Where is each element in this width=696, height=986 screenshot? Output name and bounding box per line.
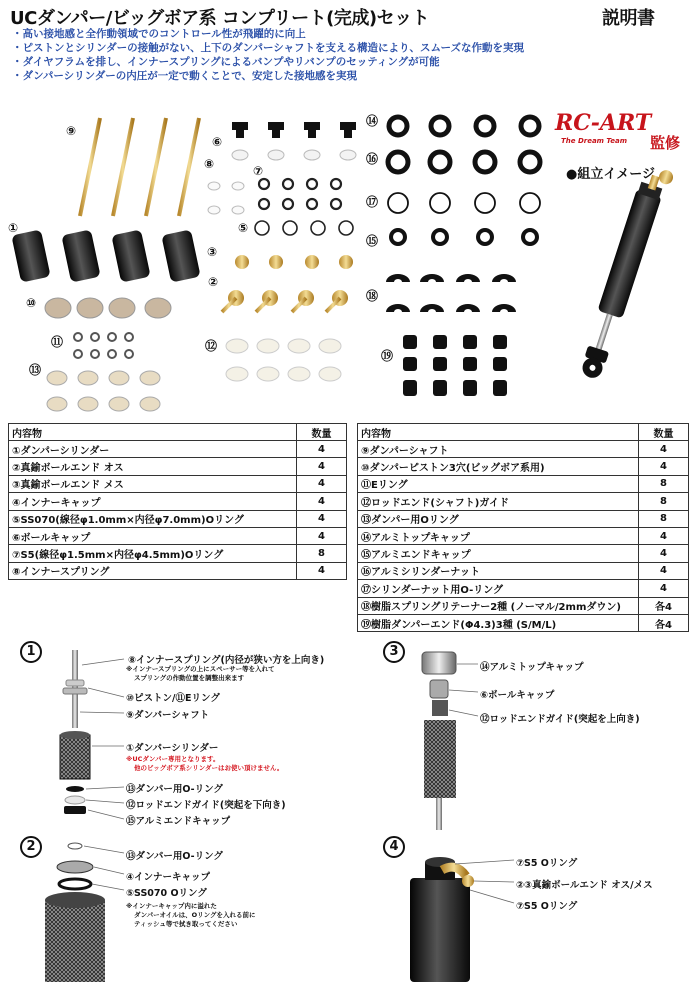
part-number-15: ⑮: [366, 234, 379, 248]
step1-note-cylinder-1: ※UCダンパー専用となります。: [126, 755, 220, 763]
item-qty: 8: [639, 510, 689, 527]
logo-tagline: The Dream Team: [561, 137, 628, 145]
table-row: [358, 597, 689, 614]
table-row: [358, 510, 689, 527]
step1-note-spring-1: ※インナースプリングの上にスペーサー等を入れて: [126, 665, 275, 673]
part-number-10: ⑩: [26, 296, 37, 310]
item-qty: 8: [639, 475, 689, 492]
piston-group: [45, 298, 171, 318]
item-name: ⑨ダンパーシャフト: [358, 441, 639, 458]
end-cap-group: [391, 230, 537, 244]
damper-shaft-group: [80, 118, 199, 216]
item-name: ⑰シリンダーナット用O-リング: [358, 580, 639, 597]
table-header-row: [9, 424, 347, 441]
table-row: [358, 527, 689, 544]
item-qty: 各4: [639, 597, 689, 614]
contents-table-left: [8, 423, 347, 580]
item-name: ⑱樹脂スプリングリテーナー2種 (ノーマル/2mmダウン): [358, 597, 639, 614]
part-number-5: ⑤: [238, 221, 249, 235]
table-row: [358, 441, 689, 458]
step-number-4: 4: [383, 836, 405, 858]
title-text: UCダンパー/ビッグボア系 コンプリート(完成)セット: [10, 8, 430, 29]
step2-note-3: ティッシュ等で拭き取ってください: [134, 920, 238, 928]
table-row: [358, 545, 689, 562]
step4-label-s5-lower: ⑦S5 Oリング: [516, 901, 578, 912]
part-number-14: ⑭: [366, 114, 379, 128]
step4-label-ball-end: ②③真鍮ボールエンド オス/メス: [516, 880, 653, 891]
table-row: [9, 527, 347, 544]
part-number-7: ⑦: [253, 164, 264, 178]
col-header-qty: 数量: [639, 424, 689, 441]
damper-end-group: [403, 335, 507, 396]
part-number-2: ②: [208, 275, 219, 289]
s5-o-ring-group: [259, 179, 341, 209]
clear-parts-group: [232, 150, 356, 160]
item-qty: 4: [639, 562, 689, 579]
feature-item: ・ 高い接地感と全作動領域でのコントロール性が飛躍的に向上: [12, 27, 692, 41]
title-right: 説明書: [602, 8, 655, 29]
ss070-o-ring-group: [255, 221, 353, 235]
step4-label-s5-upper: ⑦S5 Oリング: [516, 858, 578, 869]
table-row: [9, 458, 347, 475]
table-row: [9, 475, 347, 492]
table-row: [9, 441, 347, 458]
item-qty: 各4: [639, 614, 689, 631]
item-name: ⑮アルミエンドキャップ: [358, 545, 639, 562]
ball-cap-group: [232, 122, 356, 138]
table-row: [358, 475, 689, 492]
item-qty: 4: [297, 562, 347, 579]
part-number-19: ⑲: [381, 349, 394, 363]
table-row: [358, 458, 689, 475]
assembled-damper: [577, 163, 675, 383]
item-name: ⑫ロッドエンド(シャフト)ガイド: [358, 493, 639, 510]
item-name: ⑭アルミトップキャップ: [358, 527, 639, 544]
step3-label-rod-end-guide: ⑫ロッドエンドガイド(突起を上向き): [480, 714, 640, 725]
part-number-8: ⑧: [204, 157, 215, 171]
item-name: ⑩ダンパーピストン3穴(ビッグボア系用): [358, 458, 639, 475]
item-qty: 8: [297, 545, 347, 562]
table-row: [358, 580, 689, 597]
step1-label-cylinder: ①ダンパーシリンダー: [126, 743, 219, 754]
step4-illustration: [410, 857, 474, 982]
feature-item: ・ ピストンとシリンダーの接触がない、上下のダンパーシャフトを支える構造により、スムーズな作動を実現: [12, 41, 692, 55]
part-number-17: ⑰: [366, 195, 379, 209]
item-name: ⑧インナースプリング: [9, 562, 297, 579]
item-name: ①ダンパーシリンダー: [9, 441, 297, 458]
table-row: [9, 545, 347, 562]
table-header-row: [358, 424, 689, 441]
col-header-qty: 数量: [297, 424, 347, 441]
step1-illustration: [60, 650, 90, 814]
item-qty: 4: [639, 545, 689, 562]
item-qty: 4: [297, 441, 347, 458]
assembly-image-label: ●組立イメージ: [566, 167, 655, 182]
part-number-11: ⑪: [51, 335, 64, 349]
item-name: ⑲樹脂ダンパーエンド(Φ4.3)3種 (S/M/L): [358, 614, 639, 631]
item-name: ⑬ダンパー用Oリング: [358, 510, 639, 527]
item-qty: 4: [297, 475, 347, 492]
feature-item: ・ ダンパーシリンダーの内圧が一定で動くことで、安定した接地感を実現: [12, 69, 692, 83]
contents-table-right: [357, 423, 689, 632]
top-cap-group: [389, 117, 539, 135]
spring-retainer-group: [386, 274, 516, 312]
rc-art-logo: [555, 110, 690, 160]
damper-o-ring-group: [47, 371, 160, 411]
col-header-contents: 内容物: [358, 424, 639, 441]
step1-label-piston: ⑩ピストン/⑪Eリング: [126, 693, 220, 704]
table-row: [358, 493, 689, 510]
item-qty: 4: [639, 458, 689, 475]
table-row: [358, 562, 689, 579]
inner-spring-group: [208, 182, 244, 214]
item-name: ⑤SS070(線径φ1.0mm×内径φ7.0mm)Oリング: [9, 510, 297, 527]
item-name: ④インナーキャップ: [9, 493, 297, 510]
item-name: ③真鍮ボールエンド メス: [9, 475, 297, 492]
ball-end-group: [228, 255, 353, 306]
step1-label-o-ring: ⑬ダンパー用O-リング: [126, 784, 223, 795]
part-number-3: ③: [207, 245, 218, 259]
item-name: ⑪Eリング: [358, 475, 639, 492]
step1-label-inner-spring: ⑧インナースプリング(内径が狭い方を上向き): [128, 655, 325, 666]
table-row: [9, 510, 347, 527]
item-name: ⑯アルミシリンダーナット: [358, 562, 639, 579]
step-number-1: 1: [20, 641, 42, 663]
part-number-18: ⑱: [366, 289, 379, 303]
step1-label-end-cap: ⑮アルミエンドキャップ: [126, 816, 231, 827]
part-number-12: ⑫: [205, 339, 218, 353]
step3-illustration: [422, 652, 456, 830]
table-row: [358, 614, 689, 631]
table-row: [9, 562, 347, 579]
item-qty: 4: [297, 510, 347, 527]
step1-label-shaft: ⑨ダンパーシャフト: [126, 710, 210, 721]
step1-label-rod-end-guide: ⑫ロッドエンドガイド(突起を下向き): [126, 800, 286, 811]
part-number-16: ⑯: [366, 152, 379, 166]
step3-label-ball-cap: ⑥ボールキャップ: [480, 690, 555, 701]
logo-supervision: 監修: [650, 134, 681, 152]
cylinder-nut-group: [388, 152, 540, 172]
e-ring-group: [74, 333, 133, 358]
item-qty: 4: [639, 527, 689, 544]
step-number-2: 2: [20, 836, 42, 858]
step1-note-cylinder-2: 他のビッグボア系シリンダーはお使い頂けません。: [134, 764, 284, 772]
nut-o-ring-group: [388, 193, 540, 213]
item-name: ⑥ボールキャップ: [9, 527, 297, 544]
item-qty: 4: [297, 527, 347, 544]
col-header-contents: 内容物: [9, 424, 297, 441]
item-name: ⑦S5(線径φ1.5mm×内径φ4.5mm)Oリング: [9, 545, 297, 562]
table-row: [9, 493, 347, 510]
part-number-6: ⑥: [212, 135, 223, 149]
item-qty: 4: [297, 458, 347, 475]
logo-name: RC-ART: [555, 110, 652, 136]
part-number-1: ①: [8, 221, 19, 235]
rod-end-guide-group: [226, 339, 341, 381]
step2-note-2: ダンパーオイルは、Oリングを入れる前に: [134, 911, 256, 919]
damper-cylinder-group: [11, 229, 200, 282]
item-qty: 4: [297, 493, 347, 510]
feature-item: ・ ダイヤフラムを排し、インナースプリングによるバンプやリバンプのセッティングが可能: [12, 55, 692, 69]
item-qty: 4: [639, 580, 689, 597]
item-name: ②真鍮ボールエンド オス: [9, 458, 297, 475]
part-number-9: ⑨: [66, 124, 77, 138]
step2-label-o-ring: ⑬ダンパー用O-リング: [126, 851, 223, 862]
step-number-3: 3: [383, 641, 405, 663]
item-qty: 4: [639, 441, 689, 458]
item-qty: 8: [639, 493, 689, 510]
step3-label-top-cap: ⑭アルミトップキャップ: [480, 662, 584, 673]
step2-illustration: [45, 843, 105, 982]
part-number-13: ⑬: [29, 363, 42, 377]
step2-label-ss070: ⑤SS070 Oリング: [126, 888, 207, 899]
step2-note-1: ※インナーキャップ内に溢れた: [126, 902, 217, 910]
step1-note-spring-2: スプリングの作動位置を調整出来ます: [134, 674, 245, 682]
step2-label-inner-cap: ④インナーキャップ: [126, 872, 211, 883]
